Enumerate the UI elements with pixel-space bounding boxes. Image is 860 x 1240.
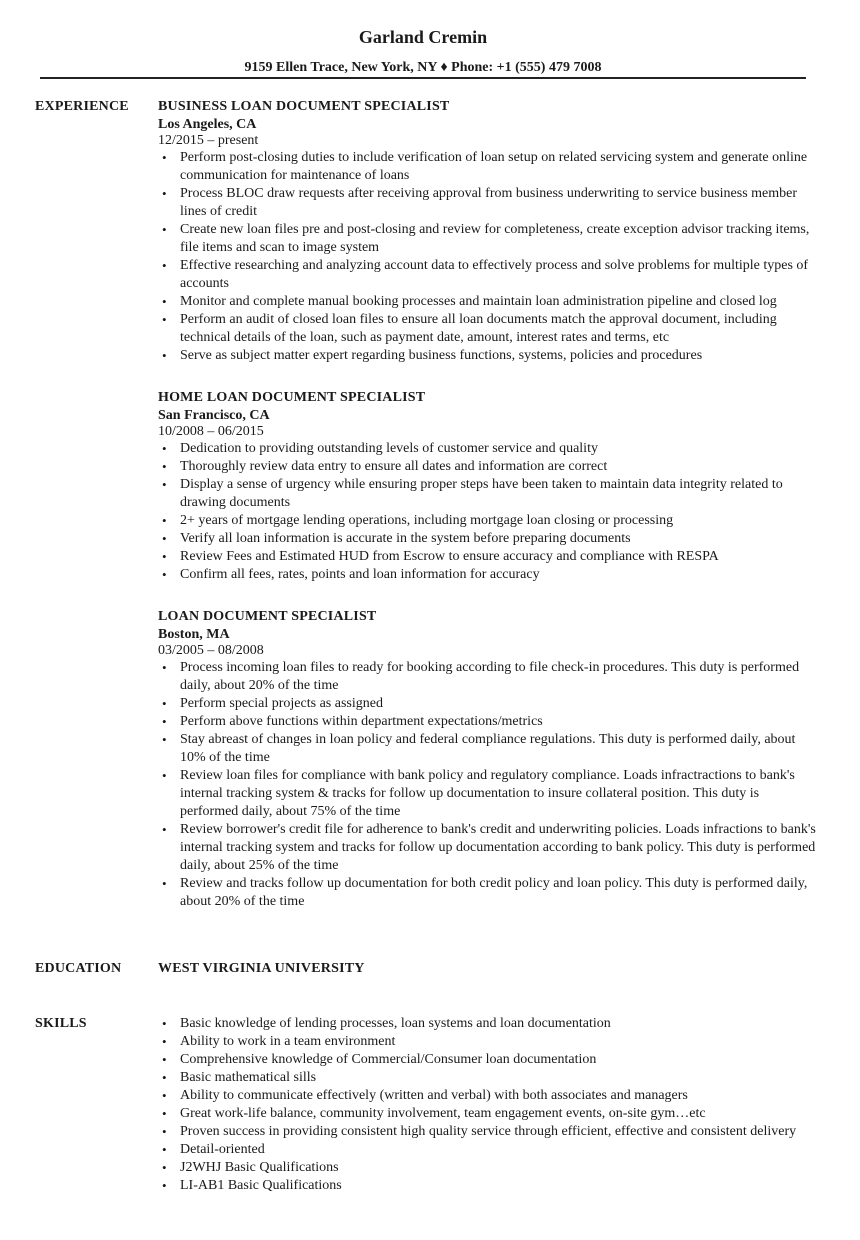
bullet-icon: • bbox=[162, 1124, 167, 1139]
bullet-icon: • bbox=[162, 768, 167, 783]
resume-header bbox=[0, 24, 846, 78]
bullet-icon: • bbox=[162, 459, 167, 474]
job-location: Los Angeles, CA bbox=[158, 117, 257, 132]
bullet-icon: • bbox=[162, 1034, 167, 1049]
duty-item: • Display a sense of urgency while ensuring proper steps have been taken to maintain data integrity related to drawing documents bbox=[162, 477, 783, 510]
candidate-name: Garland Cremin bbox=[358, 27, 488, 47]
duty-item: • Review loan files for compliance with bank policy and regulatory compliance. Loads infractractions to bank's internal tracking system & tracks for follow up documentation to insure collateral position. This duty is performed daily, about 75% of the time bbox=[162, 768, 795, 819]
experience-heading: EXPERIENCE bbox=[35, 99, 129, 114]
duty-item: • Perform above functions within department expectations/metrics bbox=[162, 714, 543, 729]
duty-item: • Process BLOC draw requests after receiving approval from business underwriting to service business member lines of credit bbox=[162, 186, 798, 219]
bullet-icon: • bbox=[162, 222, 167, 237]
bullet-icon: • bbox=[162, 876, 167, 891]
experience-body bbox=[158, 98, 818, 911]
duty-item: • Thoroughly review data entry to ensure all dates and information are correct bbox=[162, 459, 608, 474]
skill-item: • Basic mathematical sills bbox=[162, 1070, 317, 1085]
bullet-icon: • bbox=[162, 732, 167, 747]
bullet-icon: • bbox=[162, 714, 167, 729]
job-entry bbox=[158, 98, 818, 365]
duty-item: • Review borrower's credit file for adherence to bank's credit and underwriting policies. Loads infractions to bank's internal tracking system and tracks for follow up documentation according to bank policy. This duty is performed daily, about 25% of the time bbox=[162, 822, 816, 873]
bullet-icon: • bbox=[162, 1052, 167, 1067]
skill-item: • Proven success in providing consistent high quality service through efficient, effective and consistent delivery bbox=[162, 1124, 797, 1139]
bullet-icon: • bbox=[162, 1106, 167, 1121]
bullet-icon: • bbox=[162, 1142, 167, 1157]
job-title: LOAN DOCUMENT SPECIALIST bbox=[158, 609, 377, 624]
school-name: WEST VIRGINIA UNIVERSITY bbox=[158, 961, 365, 976]
job-title: BUSINESS LOAN DOCUMENT SPECIALIST bbox=[158, 99, 450, 114]
bullet-icon: • bbox=[162, 531, 167, 546]
skill-item: • Great work-life balance, community involvement, team engagement events, on-site gym…etc bbox=[162, 1106, 706, 1121]
job-location: Boston, MA bbox=[158, 627, 230, 642]
bullet-icon: • bbox=[162, 1178, 167, 1193]
duty-item: • Process incoming loan files to ready for booking according to file check-in procedures. This duty is performed daily, about 20% of the time bbox=[162, 660, 800, 693]
bullet-icon: • bbox=[162, 513, 167, 528]
job-dates: 03/2005 – 08/2008 bbox=[158, 643, 264, 658]
education-body bbox=[158, 960, 818, 978]
duty-item: • Effective researching and analyzing account data to effectively process and solve problems for multiple types of accounts bbox=[162, 258, 809, 291]
bullet-icon: • bbox=[162, 1088, 167, 1103]
bullet-icon: • bbox=[162, 1160, 167, 1175]
bullet-icon: • bbox=[162, 696, 167, 711]
skill-item: • Ability to work in a team environment bbox=[162, 1034, 396, 1049]
bullet-icon: • bbox=[162, 312, 167, 327]
duty-item: • Perform special projects as assigned bbox=[162, 696, 383, 711]
bullet-icon: • bbox=[162, 258, 167, 273]
duty-item: • 2+ years of mortgage lending operations, including mortgage loan closing or processing bbox=[162, 513, 674, 528]
job-entry bbox=[158, 389, 818, 584]
bullet-icon: • bbox=[162, 186, 167, 201]
bullet-icon: • bbox=[162, 822, 167, 837]
job-duties bbox=[158, 440, 818, 584]
duty-item: • Monitor and complete manual booking processes and maintain loan administration pipeline and closed log bbox=[162, 294, 777, 309]
bullet-icon: • bbox=[162, 660, 167, 675]
education-heading: EDUCATION bbox=[35, 961, 122, 976]
bullet-icon: • bbox=[162, 348, 167, 363]
job-title: HOME LOAN DOCUMENT SPECIALIST bbox=[158, 390, 426, 405]
bullet-icon: • bbox=[162, 477, 167, 492]
job-duties bbox=[158, 149, 818, 365]
duty-item: • Perform an audit of closed loan files to ensure all loan documents match the approval document, including technical details of the loan, such as payment date, amount, interest rates and terms, etc bbox=[162, 312, 777, 345]
job-dates: 10/2008 – 06/2015 bbox=[158, 424, 264, 439]
skills-heading: SKILLS bbox=[35, 1016, 87, 1031]
duty-item: • Perform post-closing duties to include verification of loan setup on related servicing system and generate online communication for maintenance of loans bbox=[162, 150, 808, 183]
duty-item: • Confirm all fees, rates, points and loan information for accuracy bbox=[162, 567, 540, 582]
bullet-icon: • bbox=[162, 549, 167, 564]
job-location: San Francisco, CA bbox=[158, 408, 270, 423]
bullet-icon: • bbox=[162, 150, 167, 165]
bullet-icon: • bbox=[162, 567, 167, 582]
skill-item: • J2WHJ Basic Qualifications bbox=[162, 1160, 339, 1175]
skill-item: • Comprehensive knowledge of Commercial/Consumer loan documentation bbox=[162, 1052, 597, 1067]
bullet-icon: • bbox=[162, 441, 167, 456]
duty-item: • Review and tracks follow up documentation for both credit policy and loan policy. This duty is performed daily, about 20% of the time bbox=[162, 876, 808, 909]
skill-item: • Ability to communicate effectively (written and verbal) with both associates and managers bbox=[162, 1088, 688, 1103]
job-entry bbox=[158, 608, 818, 911]
skill-item: • Detail-oriented bbox=[162, 1142, 265, 1157]
bullet-icon: • bbox=[162, 1016, 167, 1031]
duty-item: • Serve as subject matter expert regarding business functions, systems, policies and procedures bbox=[162, 348, 703, 363]
duty-item: • Stay abreast of changes in loan policy and federal compliance regulations. This duty is performed daily, about 10% of the time bbox=[162, 732, 796, 765]
contact-line: 9159 Ellen Trace, New York, NY ♦ Phone: +1 (555) 479 7008 bbox=[244, 60, 602, 75]
skill-item: • Basic knowledge of lending processes, loan systems and loan documentation bbox=[162, 1016, 611, 1031]
skills-list bbox=[158, 1015, 818, 1195]
job-dates: 12/2015 – present bbox=[158, 133, 259, 148]
skills-body bbox=[158, 1015, 818, 1195]
skill-item: • LI-AB1 Basic Qualifications bbox=[162, 1178, 342, 1193]
job-duties bbox=[158, 659, 818, 911]
duty-item: • Create new loan files pre and post-closing and review for completeness, create exception advisor tracking items, file items and scan to image system bbox=[162, 222, 810, 255]
duty-item: • Verify all loan information is accurate in the system before preparing documents bbox=[162, 531, 631, 546]
bullet-icon: • bbox=[162, 294, 167, 309]
bullet-icon: • bbox=[162, 1070, 167, 1085]
duty-item: • Review Fees and Estimated HUD from Escrow to ensure accuracy and compliance with RESPA bbox=[162, 549, 719, 564]
duty-item: • Dedication to providing outstanding levels of customer service and quality bbox=[162, 441, 598, 456]
header-divider bbox=[40, 77, 806, 79]
